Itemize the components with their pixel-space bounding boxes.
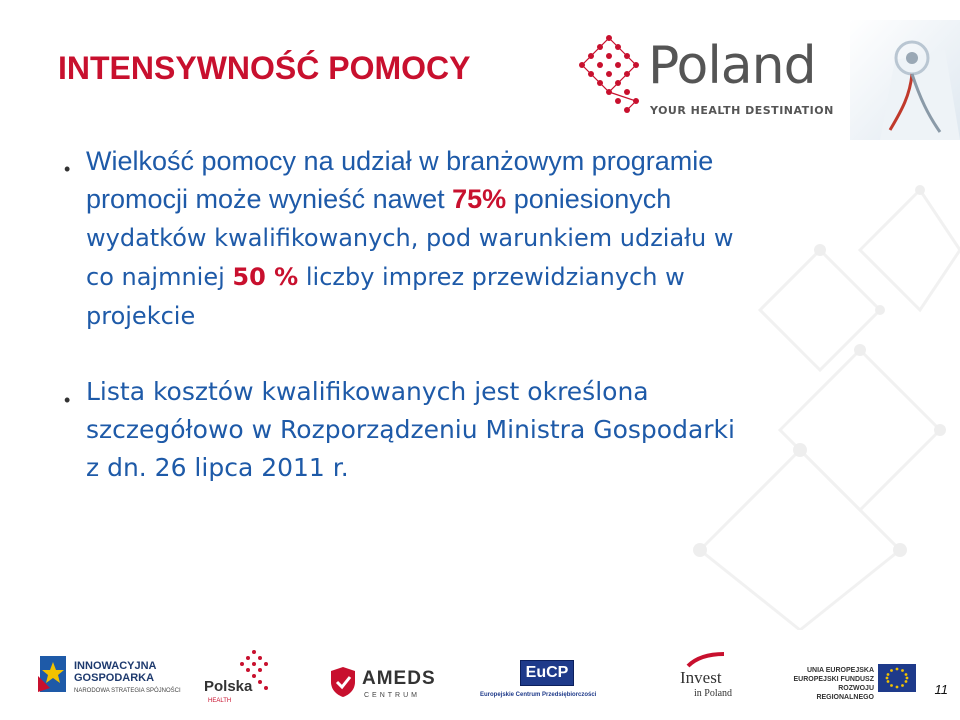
invest-sub: in Poland	[694, 688, 733, 699]
bullet-item	[56, 373, 876, 487]
poland-logo-tagline: YOUR HEALTH DESTINATION	[650, 104, 834, 117]
bullet-icon: •	[64, 390, 71, 410]
ig-line-1: INNOWACYJNA	[74, 660, 157, 672]
eu-flag-icon	[878, 664, 916, 692]
bullet-2-line-3: z dn. 26 lipca 2011 r.	[86, 453, 349, 482]
ig-line-2: GOSPODARKA	[74, 672, 155, 684]
bullet-2-line-1: Lista kosztów kwalifikowanych jest określona	[86, 377, 649, 406]
poland-logo	[572, 32, 842, 127]
slide-content	[56, 142, 856, 487]
eucp-logo	[480, 648, 620, 710]
bullet-1-line-4c: liczby imprez przewidzianych w	[298, 263, 685, 291]
bullet-1-line-4a: co najmniej	[86, 263, 233, 291]
ameds-logo	[330, 648, 440, 710]
poland-logo-word: Poland	[648, 36, 816, 96]
slide-title: INTENSYWNOŚĆ POMOCY	[58, 50, 471, 86]
ameds-sub: CENTRUM	[364, 692, 420, 699]
innowacyjna-gospodarka-logo	[36, 648, 181, 710]
polska-sub: HEALTH	[208, 698, 232, 704]
ig-star-icon	[36, 654, 70, 694]
eu-line-3: ROZWOJU REGIONALNEGO	[816, 685, 874, 701]
eucp-sub: Europejskie Centrum Przedsiębiorczości	[480, 692, 597, 698]
bullet-1-line-3: wydatków kwalifikowanych, pod warunkiem udziału w	[86, 224, 734, 252]
poland-pattern-icon	[572, 32, 646, 122]
bullet-1-line-5: projekcie	[86, 302, 196, 330]
bullet-1-line-2c: poniesionych	[506, 184, 672, 214]
invest-swoosh-icon	[686, 652, 726, 668]
ameds-shield-icon	[330, 666, 356, 698]
eu-logo	[790, 648, 930, 710]
bullet-1-line-1: Wielkość pomocy na udział w branżowym programie	[86, 146, 714, 176]
invest-in-poland-logo	[670, 648, 750, 710]
ameds-word: AMEDS	[362, 668, 436, 689]
footer-logos	[0, 638, 960, 720]
bullet-2-line-2: szczegółowo w Rozporządzeniu Ministra Gospodarki	[86, 415, 735, 444]
highlight-50-percent: 50 %	[232, 263, 299, 291]
bullet-1-line-2a: promocji może wynieść nawet	[86, 184, 453, 214]
highlight-75-percent: 75%	[452, 184, 507, 214]
eucp-word: EuCP	[520, 660, 574, 686]
doctor-photo	[850, 20, 960, 140]
eu-line-2: EUROPEJSKI FUNDUSZ	[793, 676, 874, 683]
page-number: 11	[934, 682, 948, 697]
bullet-item	[56, 142, 876, 335]
eu-line-1: UNIA EUROPEJSKA	[806, 667, 874, 674]
invest-word: Invest	[680, 668, 722, 687]
polska-health-logo	[200, 648, 280, 710]
bullet-icon: •	[64, 159, 71, 179]
ig-line-3: NARODOWA STRATEGIA SPÓJNOŚCI	[74, 688, 181, 694]
polska-word: Polska	[204, 678, 253, 695]
